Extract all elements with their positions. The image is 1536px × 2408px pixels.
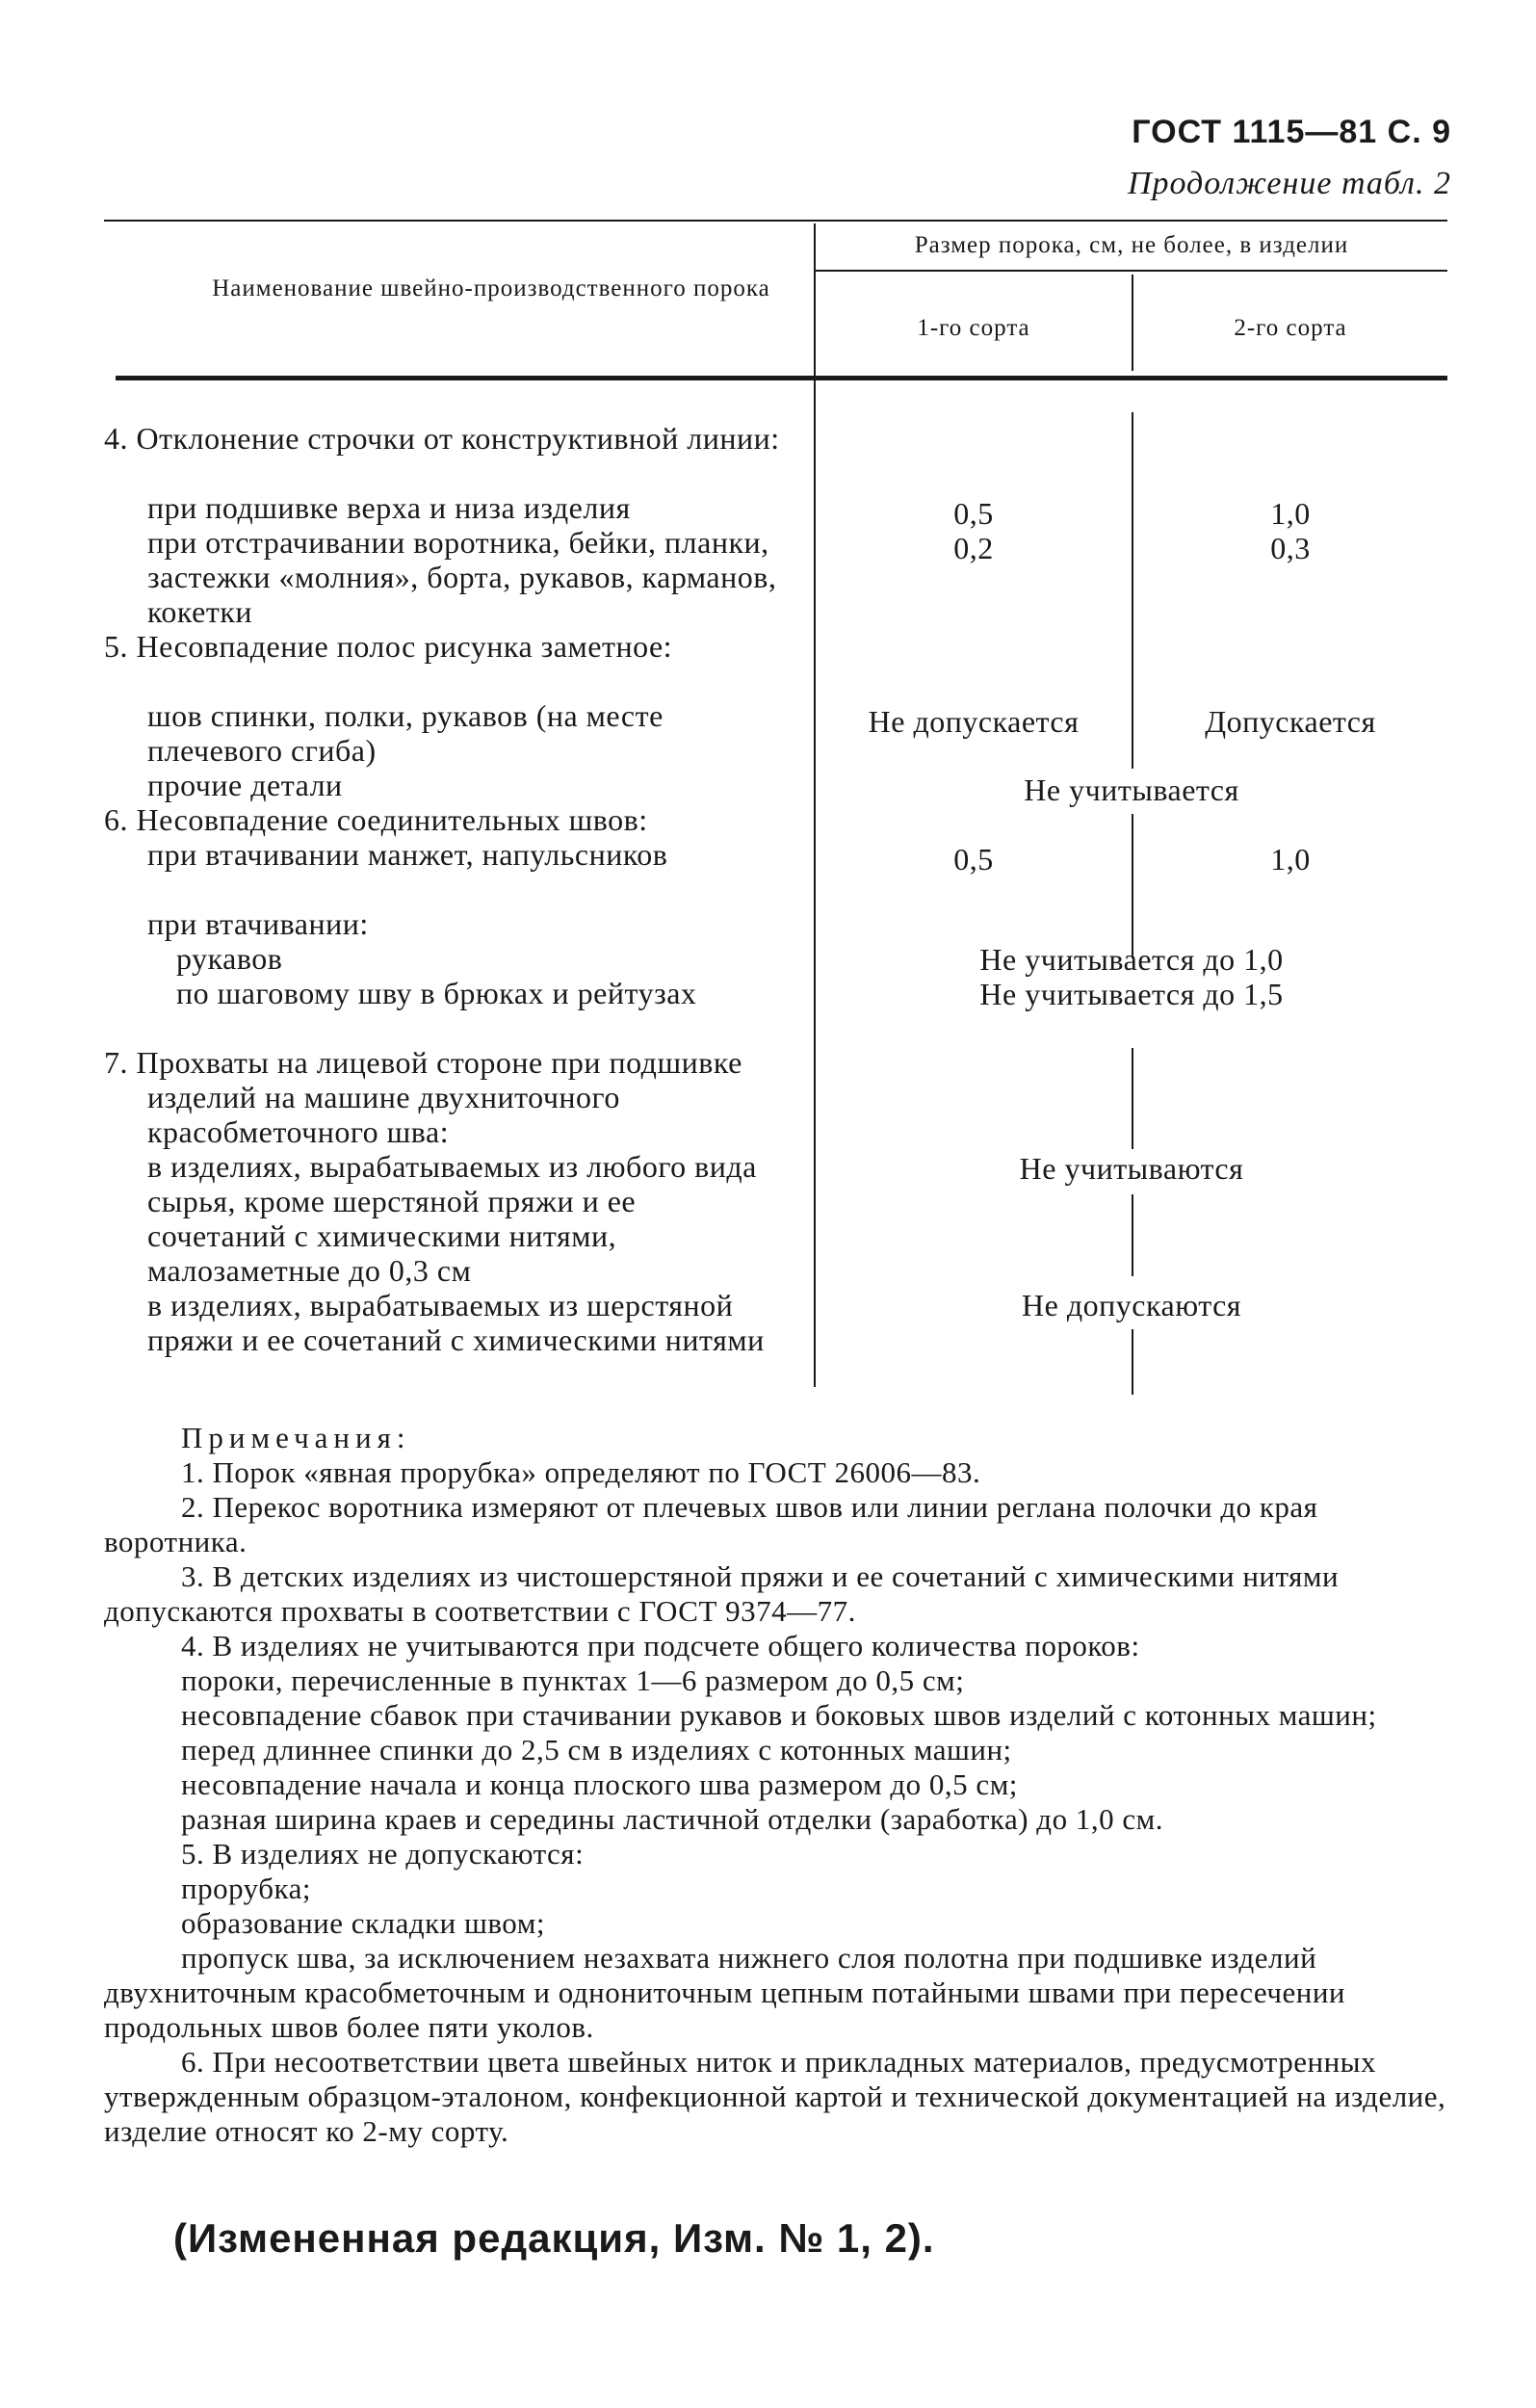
row-5a-grade-2: Допускается	[1205, 704, 1376, 739]
note-4b: несовпадение сбавок при стачивании рукавов и боковых швов изделий с котонных машин;	[181, 1698, 1377, 1732]
grade-divider-seg	[1132, 814, 1133, 958]
row-5a-grade-1: Не допускается	[868, 704, 1080, 739]
col-header-grade-1: 1-го сорта	[917, 315, 1030, 341]
row-6-item-b1: рукавов	[176, 941, 283, 976]
table-header-double-rule	[116, 376, 1447, 380]
note-4d: несовпадение начала и конца плоского шва размером до 0,5 см;	[181, 1767, 1018, 1801]
note-5: 5. В изделиях не допускаются:	[181, 1837, 585, 1871]
note-5b: образование складки швом;	[181, 1906, 545, 1940]
header-grade-divider	[1132, 275, 1133, 371]
note-4c: перед длиннее спинки до 2,5 см в изделиях с котонных машин;	[181, 1733, 1012, 1767]
row-4b-grade-2: 0,3	[1270, 531, 1311, 565]
row-6a-grade-2: 1,0	[1270, 842, 1311, 877]
row-7-item-a: в изделиях, вырабатываемых из любого вида сырья, кроме шерстяной пряжи и ее сочетаний с химическими нитями, малозаметные до 0,3 см	[147, 1149, 757, 1288]
note-3: 3. В детских изделиях из чистошерстяной пряжи и ее сочетаний с химическими нитями допускаются прохваты в соответствии с ГОСТ 9374—77.	[104, 1559, 1340, 1628]
grade-divider-seg	[1132, 412, 1133, 769]
note-4e: разная ширина краев и середины ластичной отделки (заработка) до 1,0 см.	[181, 1802, 1163, 1836]
note-6: 6. При несоответствии цвета швейных ниток и прикладных материалов, предусмотренных утвержденным образцом-эталоном, конфекционной картой и технической документацией на изделие, изделие относят ко 2-му сорту.	[104, 2045, 1446, 2148]
row-4-item-a: при подшивке верха и низа изделия	[147, 490, 631, 525]
table-header-sub-rule	[814, 270, 1447, 272]
document-number: ГОСТ 1115—81 С. 9	[1132, 114, 1451, 150]
row-4-title: 4. Отклонение строчки от конструктивной линии:	[104, 421, 780, 456]
table-continuation-label: Продолжение табл. 2	[1127, 166, 1451, 201]
note-4: 4. В изделиях не учитываются при подсчете общего количества пороков:	[181, 1629, 1140, 1662]
col-header-defect-name: Наименование швейно-производственного порока	[212, 275, 770, 301]
row-6-item-b2: по шаговому шву в брюках и рейтузах	[176, 976, 697, 1010]
amendment-note: (Измененная редакция, Изм. № 1, 2).	[173, 2215, 935, 2261]
row-5-item-a: шов спинки, полки, рукавов (на месте плечевого сгиба)	[147, 698, 664, 768]
col-header-defect-size: Размер порока, см, не более, в изделии	[914, 232, 1349, 258]
note-2: 2. Перекос воротника измеряют от плечевых швов или линии реглана полочки до края воротника.	[104, 1490, 1318, 1558]
row-4a-grade-2: 1,0	[1270, 496, 1311, 531]
note-5a: прорубка;	[181, 1871, 312, 1905]
notes-heading: Примечания:	[181, 1421, 411, 1454]
table-col-divider-1	[814, 223, 816, 1387]
note-1: 1. Порок «явная прорубка» определяют по ГОСТ 26006—83.	[181, 1455, 981, 1489]
row-7-title: 7. Прохваты на лицевой стороне при подшивке изделий на машине двухниточного красобметочного шва:	[104, 1045, 742, 1149]
row-6b1-both-grades: Не учитывается до 1,0	[979, 942, 1284, 977]
row-6-item-b: при втачивании:	[147, 906, 369, 941]
row-6-item-a: при втачивании манжет, напульсников	[147, 837, 668, 872]
row-7-item-b: в изделиях, вырабатываемых из шерстяной пряжи и ее сочетаний с химическими нитями	[147, 1288, 765, 1357]
row-7b-both-grades: Не допускаются	[819, 1288, 1445, 1322]
row-7a-both-grades: Не учитываются	[819, 1151, 1445, 1186]
row-5b-both-grades: Не учитывается	[1024, 772, 1239, 807]
row-4a-grade-1: 0,5	[953, 496, 994, 531]
grade-divider-seg-r7c	[1132, 1329, 1133, 1395]
grade-divider-seg-r7b	[1132, 1194, 1133, 1276]
notes-section	[104, 1421, 1447, 2149]
row-6-title: 6. Несовпадение соединительных швов:	[104, 802, 648, 837]
note-5c: пропуск шва, за исключением незахвата нижнего слоя полотна при подшивке изделий двухниточным красобметочным и однониточным цепным потайными швами при пересечении продольных швов более пяти уколов.	[104, 1941, 1346, 2044]
row-6b2-both-grades: Не учитывается до 1,5	[979, 977, 1284, 1011]
col-header-grade-2: 2-го сорта	[1234, 315, 1347, 341]
grade-divider-seg-r7a	[1132, 1048, 1133, 1149]
row-6a-grade-1: 0,5	[953, 842, 994, 877]
row-5-item-b: прочие детали	[147, 768, 343, 802]
note-4a: пороки, перечисленные в пунктах 1—6 размером до 0,5 см;	[181, 1663, 965, 1697]
row-4b-grade-1: 0,2	[953, 531, 994, 565]
row-5-title: 5. Несовпадение полос рисунка заметное:	[104, 629, 673, 664]
row-4-item-b: при отстрачивании воротника, бейки, планки, застежки «молния», борта, рукавов, карманов, кокетки	[147, 525, 777, 629]
table-top-rule	[104, 220, 1447, 222]
